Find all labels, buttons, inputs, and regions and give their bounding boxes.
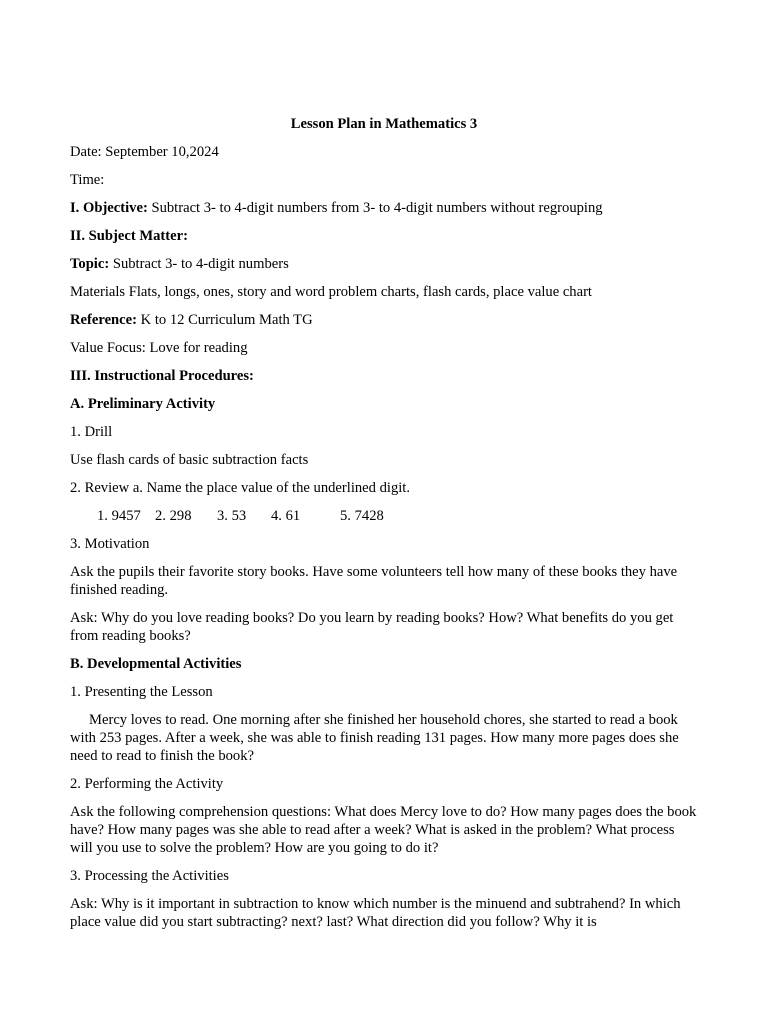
page-title: Lesson Plan in Mathematics 3 xyxy=(290,116,478,132)
processing-heading: 3. Processing the Activities xyxy=(70,868,229,884)
procedures-heading: III. Instructional Procedures: xyxy=(70,368,254,384)
ask-text: Ask: Why do you love reading books? Do you learn by reading books? How? What benefits do you get from reading books? xyxy=(70,610,674,644)
reference-label: Reference: xyxy=(70,312,137,328)
materials-line: Materials Flats, longs, ones, story and word problem charts, flash cards, place value chart xyxy=(70,284,592,300)
time-line: Time: xyxy=(70,172,105,188)
subject-matter-heading: II. Subject Matter: xyxy=(70,228,188,244)
review-item: 4. 61 xyxy=(271,508,301,524)
objective-label: I. Objective: xyxy=(70,200,148,216)
performing-text: Ask the following comprehension questions: What does Mercy love to do? How many pages does the book have? How many pages was she able to read after a week? What is asked in the problem? What process will you use to solve the problem? How are you going to do it? xyxy=(70,804,697,856)
date-line: Date: September 10,2024 xyxy=(70,144,219,160)
processing-text: Ask: Why is it important in subtraction to know which number is the minuend and subtrahend? In which place value did you start subtracting? next? last? What direction did you follow? Why it is xyxy=(70,896,681,930)
value-focus-line: Value Focus: Love for reading xyxy=(70,340,248,356)
performing-heading: 2. Performing the Activity xyxy=(70,776,224,792)
objective-line xyxy=(70,199,700,217)
presenting-heading: 1. Presenting the Lesson xyxy=(70,684,213,700)
drill-heading: 1. Drill xyxy=(70,424,113,440)
document-body xyxy=(70,143,700,941)
topic-label: Topic: xyxy=(70,256,110,272)
review-items xyxy=(70,507,700,525)
motivation-text: Ask the pupils their favorite story books. Have some volunteers tell how many of these books they have finished reading. xyxy=(70,564,678,598)
review-heading: 2. Review a. Name the place value of the underlined digit. xyxy=(70,480,410,496)
developmental-heading: B. Developmental Activities xyxy=(70,656,242,672)
drill-text: Use flash cards of basic subtraction facts xyxy=(70,452,309,468)
review-item: 2. 298 xyxy=(155,508,192,524)
topic-line xyxy=(70,255,700,273)
review-item: 5. 7428 xyxy=(340,508,384,524)
review-item: 3. 53 xyxy=(217,508,247,524)
review-item: 1. 9457 xyxy=(97,508,141,524)
story-text: Mercy loves to read. One morning after she finished her household chores, she started to read a book with 253 pages. After a week, she was able to finish reading 131 pages. How many more pages does she need to read to finish the book? xyxy=(70,712,679,764)
objective-text: Subtract 3- to 4-digit numbers from 3- to 4-digit numbers without regrouping xyxy=(147,200,603,216)
preliminary-heading: A. Preliminary Activity xyxy=(70,396,216,412)
topic-text: Subtract 3- to 4-digit numbers xyxy=(109,256,289,272)
reference-text: K to 12 Curriculum Math TG xyxy=(136,312,313,328)
motivation-heading: 3. Motivation xyxy=(70,536,150,552)
reference-line xyxy=(70,311,700,329)
